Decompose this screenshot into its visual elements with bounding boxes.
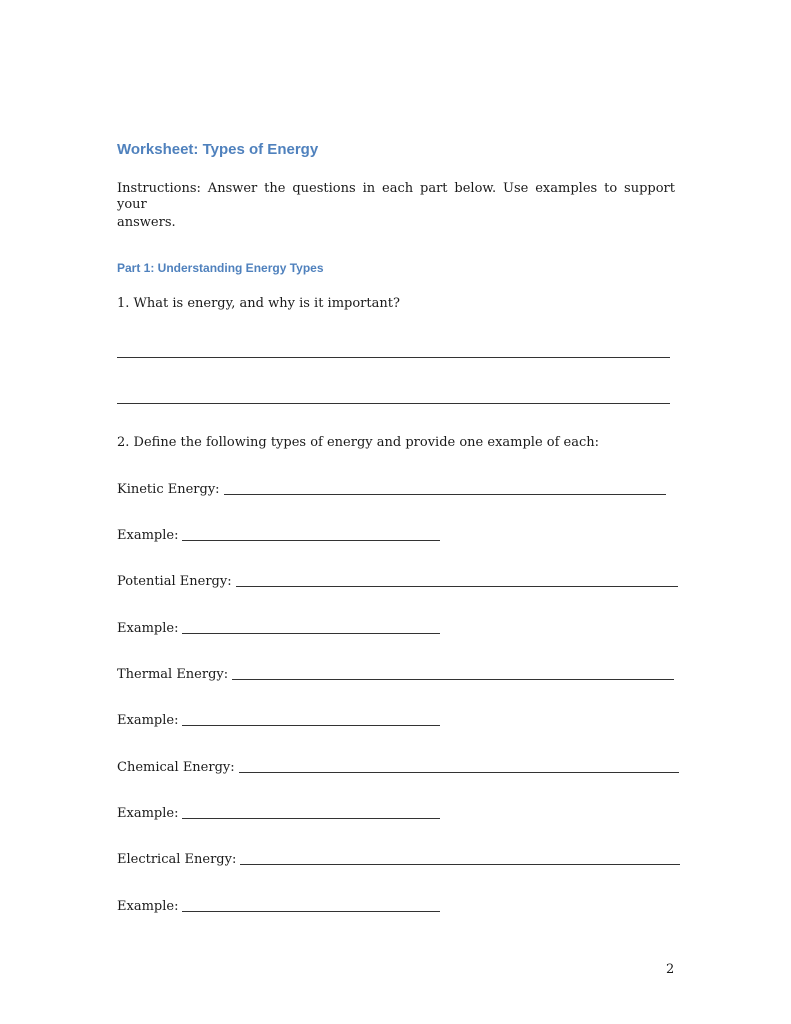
thermal-energy-label: Thermal Energy:	[117, 667, 229, 682]
electrical-energy-label: Electrical Energy:	[117, 852, 237, 867]
chemical-energy-label: Chemical Energy:	[117, 760, 235, 775]
electrical-example-field	[117, 897, 440, 915]
electrical-example-blank[interactable]	[182, 911, 440, 912]
question-1: 1. What is energy, and why is it important?	[117, 296, 400, 311]
part-1-heading: Part 1: Understanding Energy Types	[117, 261, 324, 275]
question-1-answer-line-2[interactable]	[117, 403, 670, 404]
question-1-answer-line-1[interactable]	[117, 357, 670, 358]
chemical-example-blank[interactable]	[182, 818, 440, 819]
electrical-energy-blank[interactable]	[240, 864, 680, 865]
chemical-energy-blank[interactable]	[239, 772, 679, 773]
worksheet-title: Worksheet: Types of Energy	[117, 141, 319, 158]
thermal-example-field	[117, 711, 440, 729]
potential-example-field	[117, 619, 440, 637]
chemical-energy-field	[117, 758, 679, 776]
kinetic-energy-label: Kinetic Energy:	[117, 482, 220, 497]
electrical-example-label: Example:	[117, 899, 179, 914]
kinetic-energy-blank[interactable]	[224, 494, 666, 495]
page-number: 2	[666, 962, 675, 977]
potential-energy-label: Potential Energy:	[117, 574, 232, 589]
kinetic-energy-field	[117, 480, 666, 498]
chemical-example-label: Example:	[117, 806, 179, 821]
instructions-line-2: answers.	[117, 215, 176, 230]
thermal-energy-blank[interactable]	[232, 679, 674, 680]
potential-example-label: Example:	[117, 621, 179, 636]
question-2: 2. Define the following types of energy and provide one example of each:	[117, 435, 600, 450]
kinetic-example-blank[interactable]	[182, 540, 440, 541]
instructions-line-1: Instructions: Answer the questions in each part below. Use examples to support your	[117, 181, 675, 212]
potential-energy-blank[interactable]	[236, 586, 678, 587]
chemical-example-field	[117, 804, 440, 822]
kinetic-example-label: Example:	[117, 528, 179, 543]
electrical-energy-field	[117, 850, 680, 868]
potential-energy-field	[117, 572, 678, 590]
thermal-example-label: Example:	[117, 713, 179, 728]
thermal-example-blank[interactable]	[182, 725, 440, 726]
thermal-energy-field	[117, 665, 674, 683]
kinetic-example-field	[117, 526, 440, 544]
potential-example-blank[interactable]	[182, 633, 440, 634]
